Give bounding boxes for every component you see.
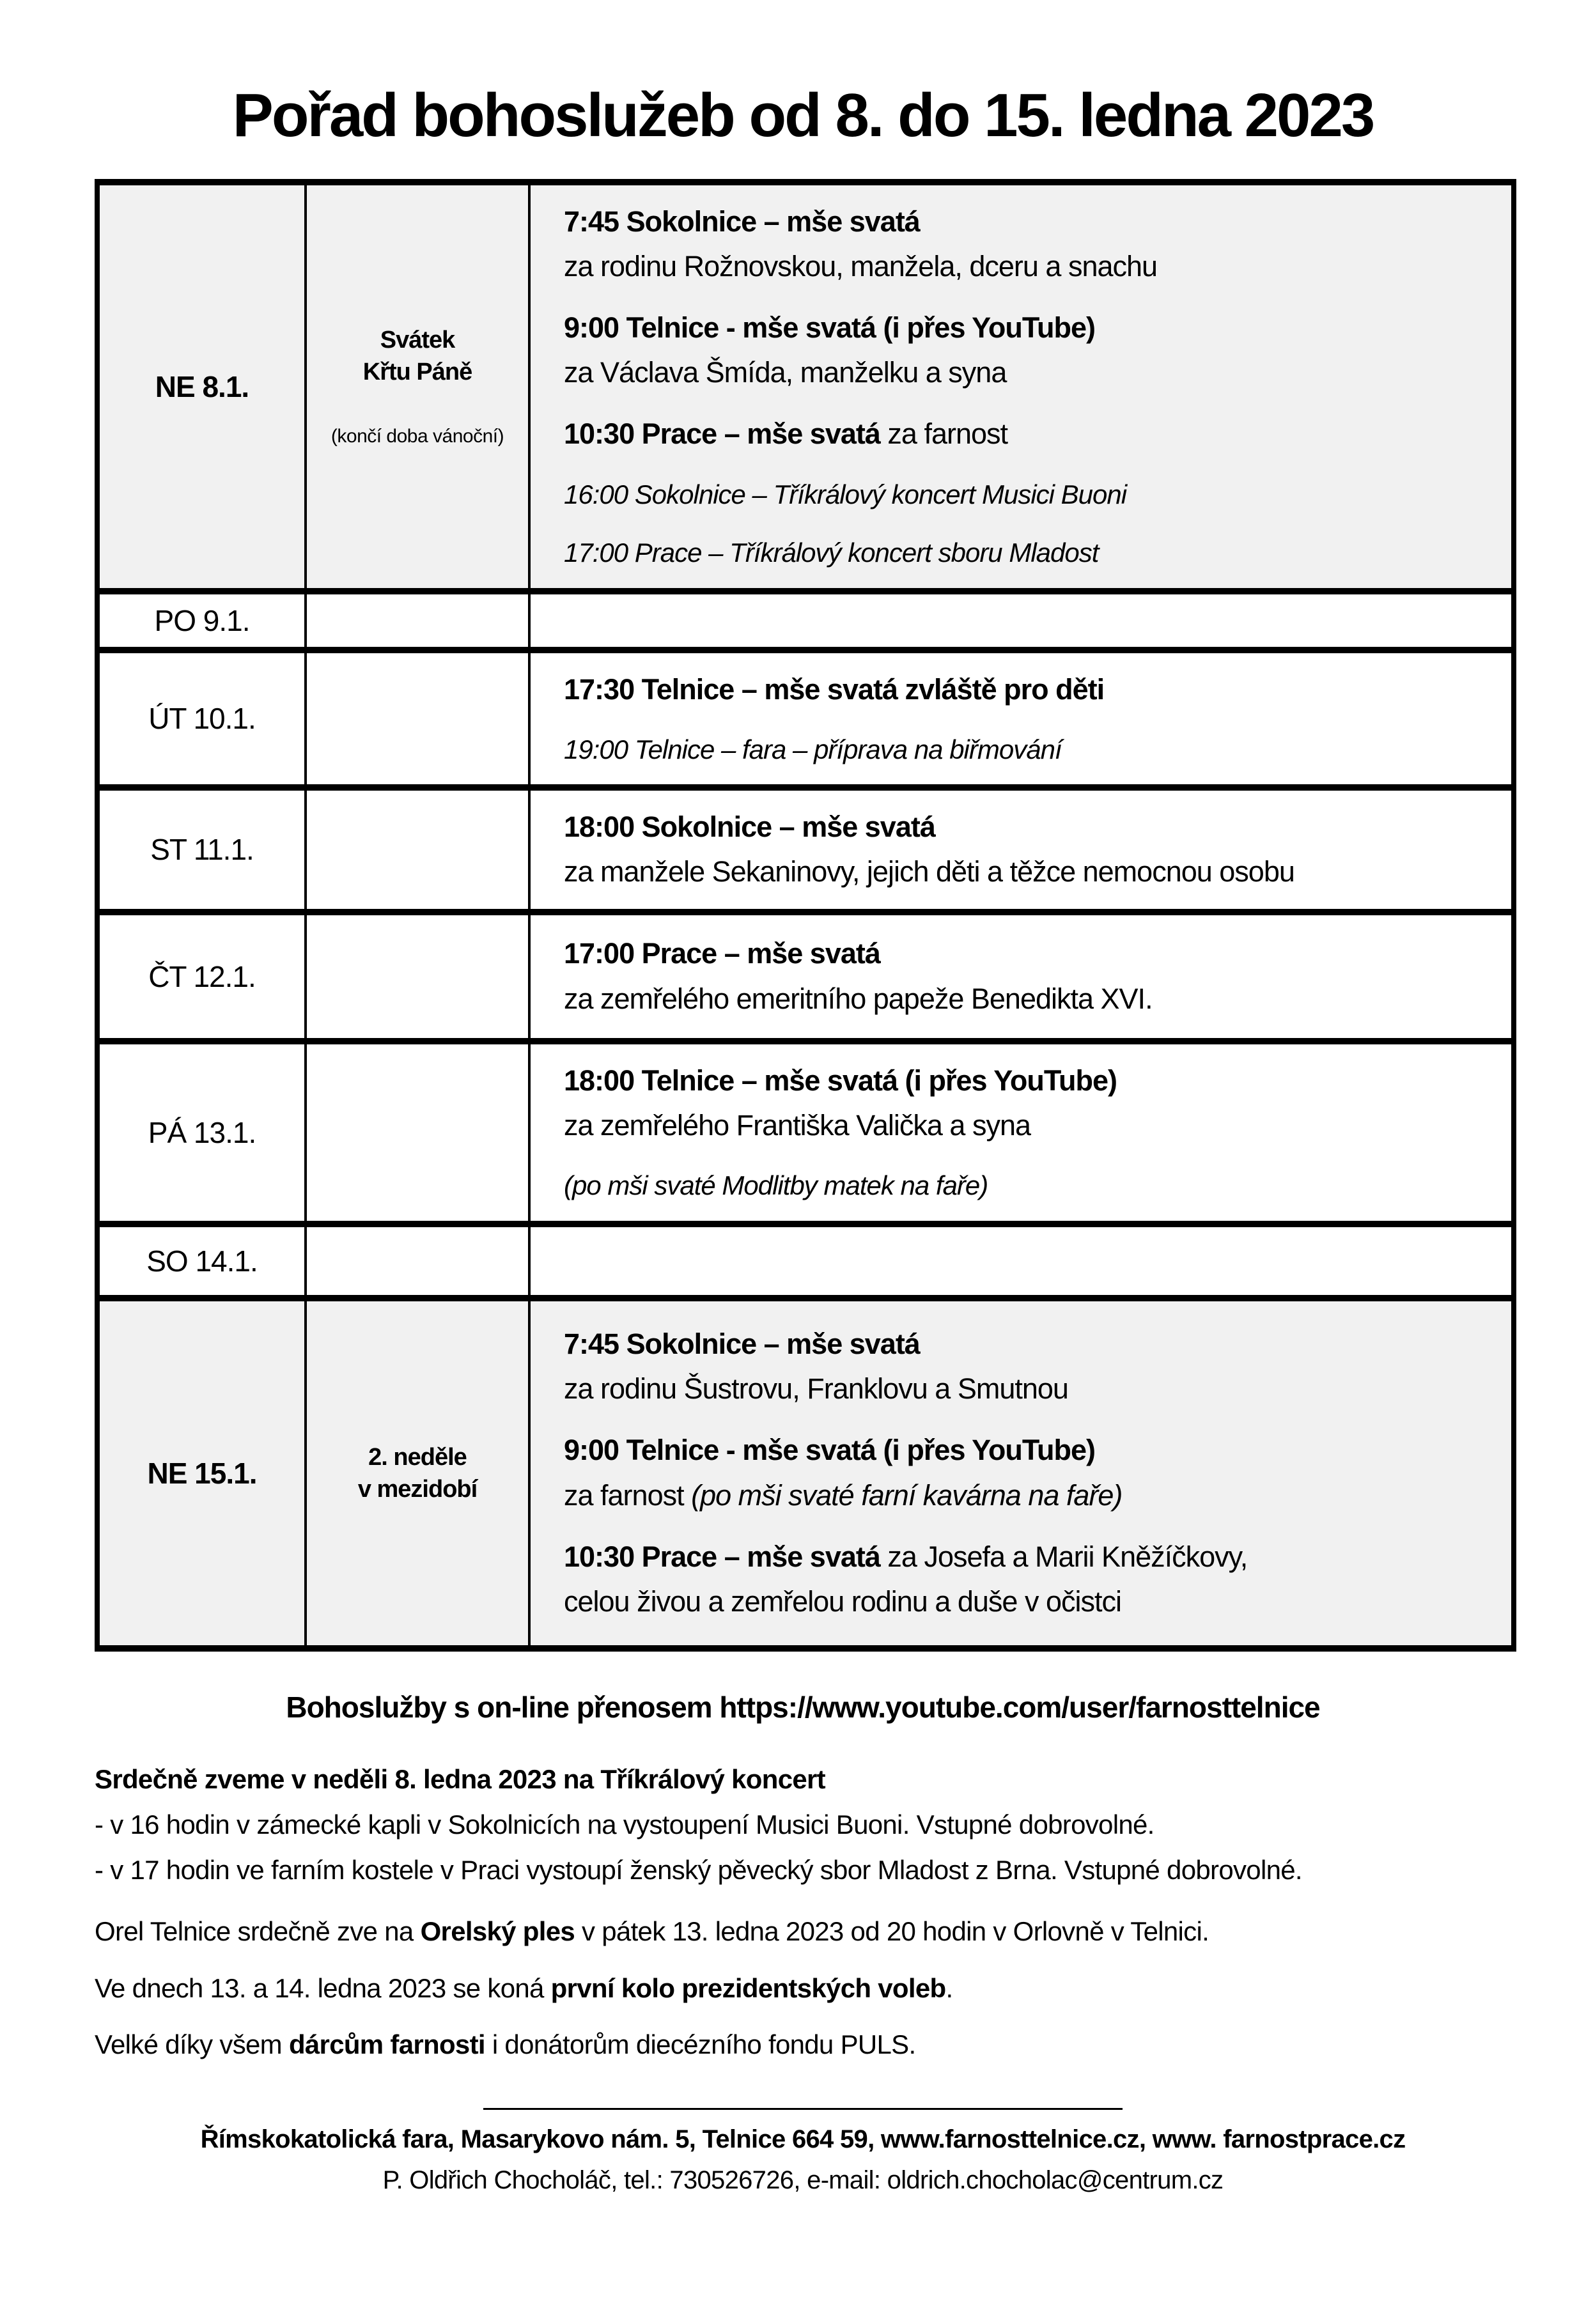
online-streaming-note: Bohoslužby s on-line přenosem https://www.youtube.com/user/farnosttelnice xyxy=(286,1690,1320,1724)
document-page xyxy=(0,82,1586,2324)
announcement xyxy=(95,1756,1511,1802)
feast-cell xyxy=(306,1041,529,1224)
text-segment: 10:30 Prace – mše svatá xyxy=(564,1540,880,1573)
schedule-row xyxy=(97,1298,1514,1648)
text-segment: za Václava Šmída, manželku a syna xyxy=(564,356,1007,389)
text-segment: 7:45 Sokolnice – mše svatá xyxy=(564,205,920,238)
text-segment: za farnost xyxy=(564,1478,692,1512)
schedule-table xyxy=(95,179,1516,1652)
text-segment: - v 17 hodin ve farním kostele v Praci vystoupí ženský pěvecký sbor Mladost z Brna. Vstupné dobrovolné. xyxy=(95,1855,1302,1886)
feast-cell xyxy=(306,650,529,788)
feast-cell xyxy=(306,787,529,911)
mass-entry-line xyxy=(564,1535,1488,1579)
text-segment: dárcům farnosti xyxy=(288,2029,485,2060)
feast-line: Svátek xyxy=(380,326,455,353)
feast-line: 2. neděle xyxy=(368,1443,467,1471)
text-segment: 9:00 Telnice - mše svatá (i přes YouTube) xyxy=(564,311,1095,344)
mass-entry-line xyxy=(564,1103,1488,1148)
mass-entry-line xyxy=(564,805,1488,849)
feast-cell xyxy=(306,182,529,591)
schedule-row xyxy=(97,182,1514,591)
text-segment: . xyxy=(945,1972,953,2003)
text-segment: za rodinu Rožnovskou, manžela, dceru a snachu xyxy=(564,249,1158,283)
mass-entry xyxy=(564,412,1488,456)
mass-entry xyxy=(564,1058,1488,1148)
text-segment: za Josefa a Marii Kněžíčkovy, xyxy=(880,1540,1248,1573)
services-cell xyxy=(529,591,1514,650)
services-cell xyxy=(529,1224,1514,1298)
feast-cell xyxy=(306,912,529,1041)
text-segment: 7:45 Sokolnice – mše svatá xyxy=(564,1328,920,1361)
day-cell: ČT 12.1. xyxy=(97,912,306,1041)
mass-entry xyxy=(564,306,1488,395)
schedule-row xyxy=(97,591,1514,650)
text-segment: 10:30 Prace – mše svatá xyxy=(564,417,880,451)
mass-entry-line xyxy=(564,244,1488,289)
services-cell xyxy=(529,182,1514,591)
mass-entry xyxy=(564,667,1488,712)
text-segment: 9:00 Telnice - mše svatá (i přes YouTube) xyxy=(564,1434,1095,1467)
text-segment: (po mši svaté Modlitby matek na faře) xyxy=(564,1170,988,1201)
feast-line: v mezidobí xyxy=(357,1475,478,1503)
schedule-row xyxy=(97,912,1514,1041)
text-segment: 19:00 Telnice – fara – příprava na biřmování xyxy=(564,734,1062,764)
schedule-row xyxy=(97,1041,1514,1224)
mass-entry-line xyxy=(564,729,1488,771)
text-segment: za zemřelého Františka Valička a syna xyxy=(564,1108,1030,1142)
mass-entry-line xyxy=(564,474,1488,516)
text-segment: Ve dnech 13. a 14. ledna 2023 se koná xyxy=(95,1972,551,2003)
mass-entry xyxy=(564,532,1488,574)
text-segment: Velké díky všem xyxy=(95,2029,289,2060)
announcement xyxy=(95,1914,1511,1950)
day-cell: PÁ 13.1. xyxy=(97,1041,306,1224)
text-segment: Srdečně zveme v neděli 8. ledna 2023 na Tříkrálový koncert xyxy=(95,1763,825,1794)
text-segment: 18:00 Telnice – mše svatá (i přes YouTube) xyxy=(564,1064,1117,1097)
feast-cell xyxy=(306,1298,529,1648)
mass-entry-line xyxy=(564,1165,1488,1207)
text-segment: 17:00 Prace – mše svatá xyxy=(564,937,880,970)
day-cell: NE 15.1. xyxy=(97,1298,306,1648)
text-segment: 16:00 Sokolnice – Tříkrálový koncert Musici Buoni xyxy=(564,479,1127,509)
text-segment: 17:00 Prace – Tříkrálový koncert sboru Mladost xyxy=(564,538,1099,568)
feast-note: (končí doba vánoční) xyxy=(330,425,504,447)
day-cell: ST 11.1. xyxy=(97,787,306,911)
mass-entry-line xyxy=(564,931,1488,976)
services-cell xyxy=(529,650,1514,788)
text-segment: za zemřelého emeritního papeže Benedikta XVI. xyxy=(564,982,1153,1015)
services-cell xyxy=(529,912,1514,1041)
mass-entry-line xyxy=(564,1322,1488,1367)
day-cell: ÚT 10.1. xyxy=(97,650,306,788)
day-cell: NE 8.1. xyxy=(97,182,306,591)
text-segment: v pátek 13. ledna 2023 od 20 hodin v Orlovně v Telnici. xyxy=(575,1916,1209,1946)
services-cell xyxy=(529,787,1514,911)
day-cell: SO 14.1. xyxy=(97,1224,306,1298)
mass-entry xyxy=(564,729,1488,771)
page-footer xyxy=(95,2108,1511,2197)
feast-cell xyxy=(306,591,529,650)
services-cell xyxy=(529,1041,1514,1224)
services-cell xyxy=(529,1298,1514,1648)
mass-entry-line xyxy=(564,1367,1488,1411)
day-cell: PO 9.1. xyxy=(97,591,306,650)
schedule-row xyxy=(97,650,1514,788)
text-segment: Orel Telnice srdečně zve na xyxy=(95,1916,421,1946)
mass-entry xyxy=(564,1322,1488,1411)
mass-entry xyxy=(564,1535,1488,1624)
text-segment: za farnost xyxy=(880,417,1008,451)
text-segment: (po mši svaté farní kavárna na faře) xyxy=(691,1478,1123,1512)
mass-entry xyxy=(564,931,1488,1021)
text-segment: 17:30 Telnice – mše svatá zvláště pro děti xyxy=(564,672,1105,706)
page-title: Pořad bohoslužeb od 8. do 15. ledna 2023 xyxy=(232,81,1374,150)
feast-line: Křtu Páně xyxy=(362,358,472,385)
mass-entry-line xyxy=(564,199,1488,244)
mass-entry xyxy=(564,805,1488,894)
feast-cell xyxy=(306,1224,529,1298)
announcement xyxy=(95,1847,1511,1893)
footer-separator xyxy=(483,2108,1123,2110)
mass-entry-line xyxy=(564,532,1488,574)
mass-entry xyxy=(564,474,1488,516)
announcement xyxy=(95,1802,1511,1847)
text-segment: Orelský ples xyxy=(420,1916,575,1946)
mass-entry xyxy=(564,1428,1488,1517)
schedule-row xyxy=(97,787,1514,911)
announcements-section xyxy=(95,1756,1511,2063)
announcement xyxy=(95,1971,1511,2007)
footer-contact: P. Oldřich Chocholáč, tel.: 730526726, e-mail: oldrich.chocholac@centrum.cz xyxy=(382,2165,1224,2194)
footer-address: Římskokatolická fara, Masarykovo nám. 5, Telnice 664 59, www.farnosttelnice.cz, www. farnostprace.cz xyxy=(200,2125,1406,2153)
text-segment: za rodinu Šustrovu, Franklovu a Smutnou xyxy=(564,1372,1068,1406)
mass-entry-line xyxy=(564,412,1488,456)
schedule-row xyxy=(97,1224,1514,1298)
mass-entry-line xyxy=(564,849,1488,894)
mass-entry-line xyxy=(564,1473,1488,1518)
text-segment: - v 16 hodin v zámecké kapli v Sokolnicích na vystoupení Musici Buoni. Vstupné dobrovolné. xyxy=(95,1809,1155,1840)
mass-entry-line xyxy=(564,350,1488,395)
text-segment: za manžele Sekaninovy, jejich děti a těžce nemocnou osobu xyxy=(564,855,1294,888)
mass-entry-line xyxy=(564,667,1488,712)
mass-entry-line xyxy=(564,1579,1488,1624)
text-segment: celou živou a zemřelou rodinu a duše v očistci xyxy=(564,1585,1121,1618)
mass-entry-line xyxy=(564,306,1488,350)
mass-entry-line xyxy=(564,1428,1488,1473)
text-segment: i donátorům diecézního fondu PULS. xyxy=(485,2029,916,2060)
mass-entry-line xyxy=(564,1058,1488,1103)
announcement xyxy=(95,2027,1511,2063)
mass-entry-line xyxy=(564,977,1488,1021)
text-segment: 18:00 Sokolnice – mše svatá xyxy=(564,810,935,844)
mass-entry xyxy=(564,199,1488,289)
text-segment: první kolo prezidentských voleb xyxy=(550,1972,946,2003)
mass-entry xyxy=(564,1165,1488,1207)
